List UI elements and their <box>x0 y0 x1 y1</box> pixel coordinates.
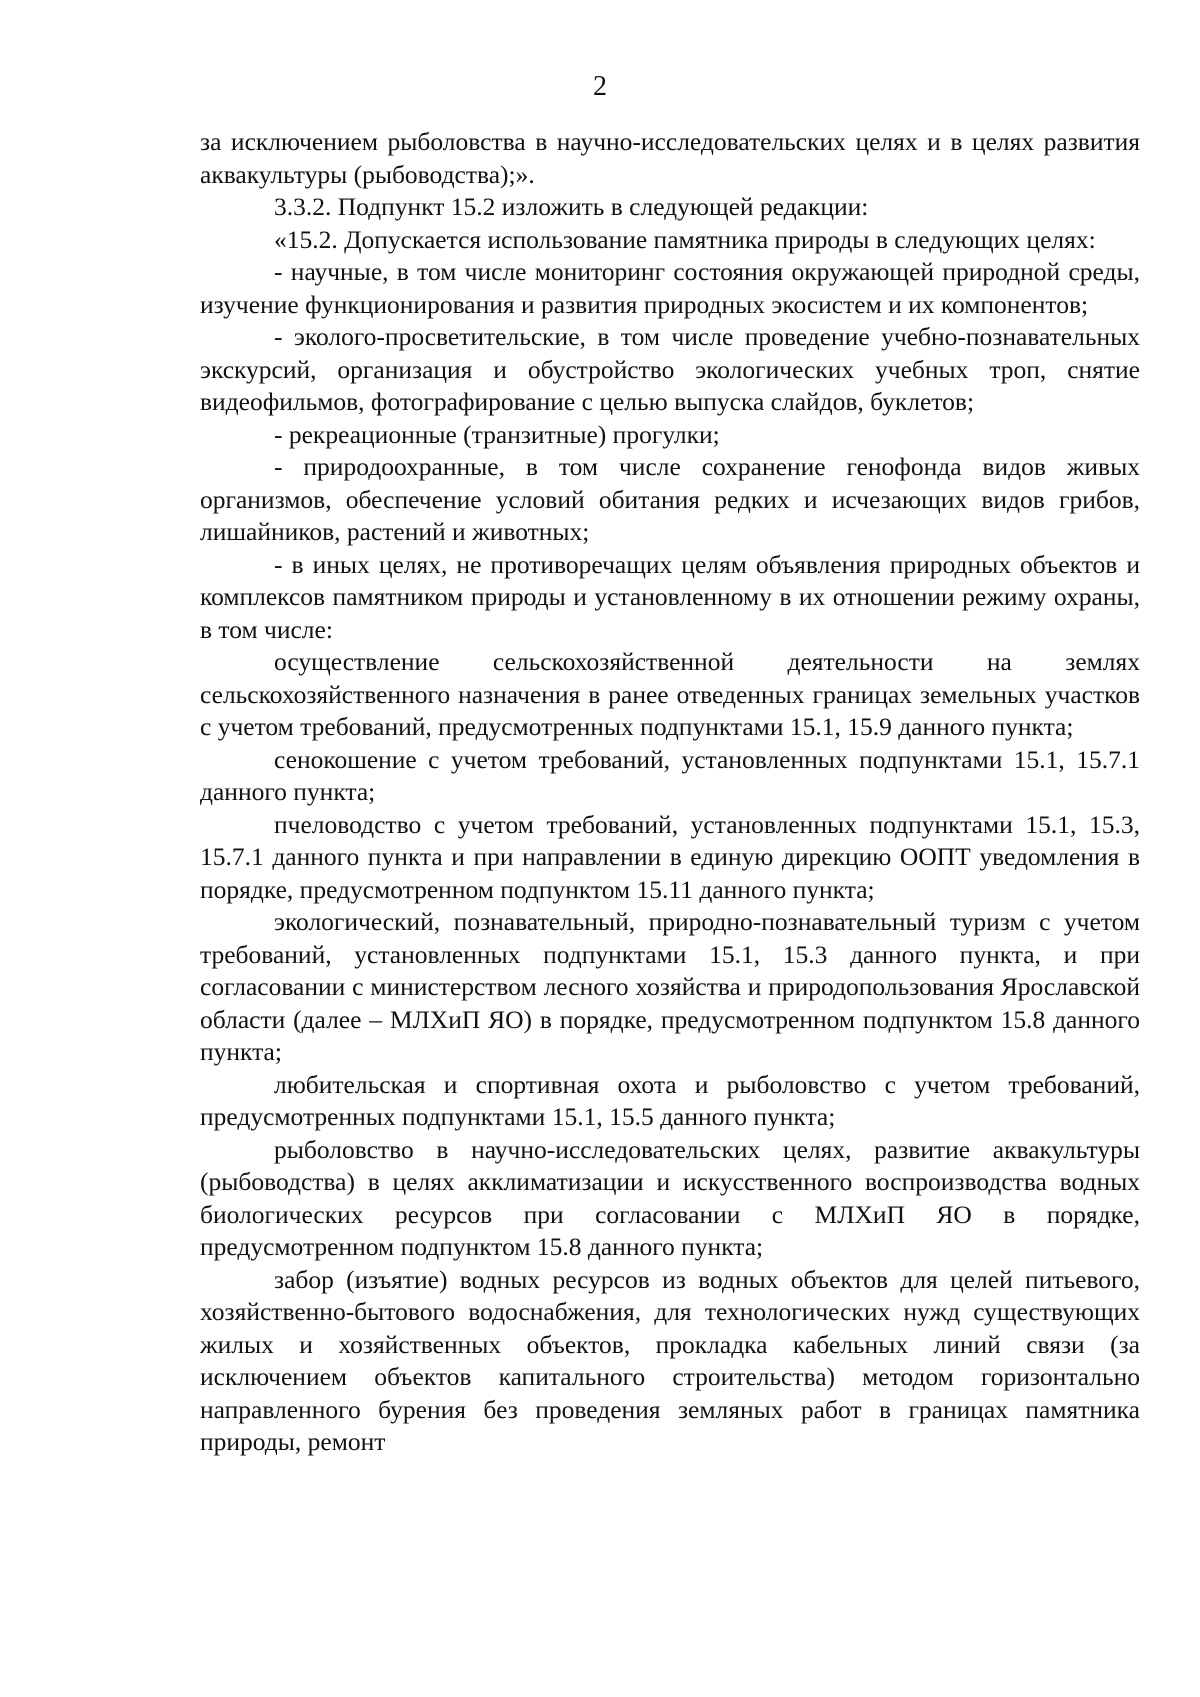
list-item-educational: - эколого-просветительские, в том числе проведение учебно-познавательных экскурсий, организация и обустройство экологических учебных троп, снятие видеофильмов, фотографирование с целью выпуска слайдов, буклетов; <box>200 322 1140 416</box>
paragraph-tourism: экологический, познавательный, природно-познавательный туризм с учетом требований, установленных подпунктами 15.1, 15.3 данного пункта, и при согласовании с министерством лесного хозяйства и природопользования Ярославской области (далее – МЛХиП ЯО) в порядке, предусмотренном подпунктом 15.8 данного пункта; <box>200 907 1140 1066</box>
list-item-recreational: - рекреационные (транзитные) прогулки; <box>274 419 720 449</box>
paragraph-research-fishing: рыболовство в научно-исследовательских целях, развитие аквакультуры (рыбоводства) в целях акклиматизации и искусственного воспроизводства водных биологических ресурсов при согласовании с МЛХиП ЯО в порядке, предусмотренном подпунктом 15.8 данного пункта; <box>200 1134 1140 1261</box>
list-item-conservation: - природоохранные, в том числе сохранение генофонда видов живых организмов, обеспечение условий обитания редких и исчезающих видов грибов, лишайников, растений и животных; <box>200 452 1140 546</box>
paragraph-hunting-fishing: любительская и спортивная охота и рыболовство с учетом требований, предусмотренных подпунктами 15.1, 15.5 данного пункта; <box>200 1069 1140 1131</box>
paragraph-agriculture: осуществление сельскохозяйственной деятельности на землях сельскохозяйственного назначения в ранее отведенных границах земельных участков с учетом требований, предусмотренных подпунктами 15.1, 15.9 данного пункта; <box>200 647 1140 741</box>
list-item-other-purposes: - в иных целях, не противоречащих целям объявления природных объектов и комплексов памятником природы и установленному в их отношении режиму охраны, в том числе: <box>200 549 1140 644</box>
page-number: 2 <box>593 71 607 102</box>
paragraph-haymaking: сенокошение с учетом требований, установленных подпунктами 15.1, 15.7.1 данного пункта; <box>200 744 1140 806</box>
list-item-scientific: - научные, в том числе мониторинг состояния окружающей природной среды, изучение функционирования и развития природных экосистем и их компонентов; <box>200 257 1140 319</box>
paragraph-subclause-3-3-2: 3.3.2. Подпункт 15.2 изложить в следующей редакции: <box>274 192 869 221</box>
document-body <box>200 126 1140 1459</box>
paragraph-beekeeping: пчеловодство с учетом требований, установленных подпунктами 15.1, 15.3, 15.7.1 данного пункта и при направлении в единую дирекцию ООПТ уведомления в порядке, предусмотренном подпунктом 15.11 данного пункта; <box>200 809 1140 904</box>
paragraph-continuation: за исключением рыболовства в научно-исследовательских целях и в целях развития аквакультуры (рыбоводства);». <box>200 127 1140 189</box>
paragraph-clause-15-2: «15.2. Допускается использование памятника природы в следующих целях: <box>274 224 1096 254</box>
paragraph-water-intake: забор (изъятие) водных ресурсов из водных объектов для целей питьевого, хозяйственно-бытового водоснабжения, для технологических нужд существующих жилых и хозяйственных объектов, прокладка кабельных линий связи (за исключением объектов капитального строительства) методом горизонтально направленного бурения без проведения земляных работ в границах памятника природы, ремонт <box>200 1264 1140 1456</box>
